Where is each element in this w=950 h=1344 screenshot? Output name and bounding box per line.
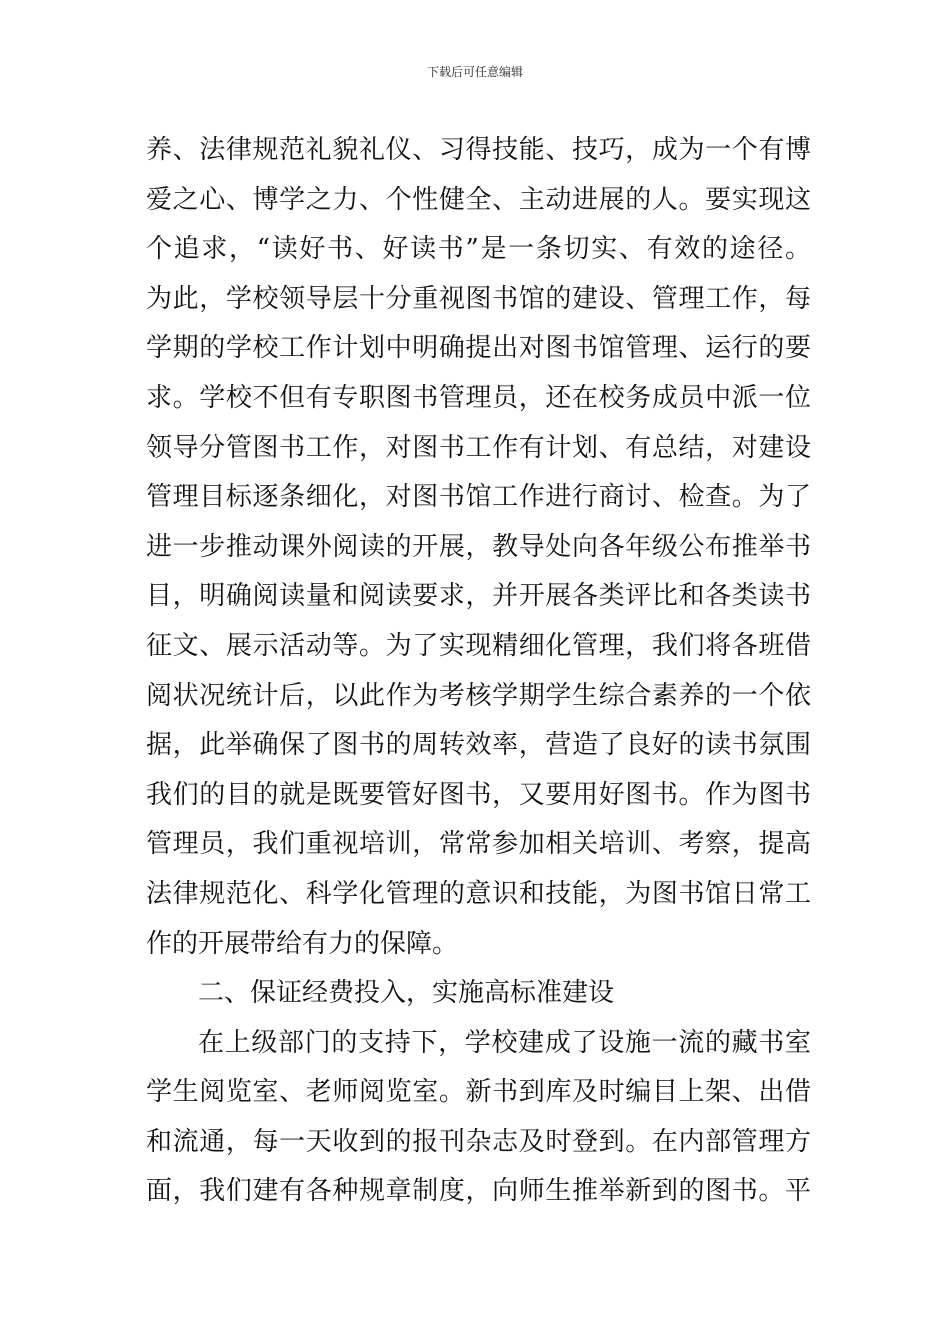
document-body [146,126,811,1217]
paragraph-end-line: 作的开展带给有力的保障。 [146,928,459,959]
text-line: 爱之心、博学之力、个性健全、主动进展的人。要实现这 [146,184,811,215]
text-line: 学期的学校工作计划中明确提出对图书馆管理、运行的要 [146,333,811,364]
paragraph-first-line: 在上级部门的支持下，学校建成了设施一流的藏书室 [198,1027,811,1058]
text-line: 据，此举确保了图书的周转效率，营造了良好的读书氛围 [146,730,811,761]
text-line: 学生阅览室、老师阅览室。新书到库及时编目上架、出借 [146,1077,811,1108]
text-line: 管理目标逐条细化，对图书馆工作进行商讨、检查。为了 [146,482,811,513]
text-line: 阅状况统计后，以此作为考核学期学生综合素养的一个依 [146,680,811,711]
text-line: 和流通，每一天收到的报刊杂志及时登到。在内部管理方 [146,1126,811,1157]
text-line: 法律规范化、科学化管理的意识和技能，为图书馆日常工 [146,878,811,909]
text-line: 征文、展示活动等。为了实现精细化管理，我们将各班借 [146,630,811,661]
text-line: 管理员，我们重视培训，常常参加相关培训、考察，提高 [146,829,811,860]
text-line: 目，明确阅读量和阅读要求，并开展各类评比和各类读书 [146,581,811,612]
page-header-note: 下载后可任意编辑 [426,65,523,79]
text-line: 我们的目的就是既要管好图书，又要用好图书。作为图书 [146,779,811,810]
text-line: 为此，学校领导层十分重视图书馆的建设、管理工作，每 [146,283,811,314]
text-line: 个追求，“读好书、好读书”是一条切实、有效的途径。 [146,234,811,265]
text-line: 进一步推动课外阅读的开展，教导处向各年级公布推举书 [146,531,811,562]
section-heading: 二、保证经费投入，实施高标准建设 [198,978,615,1009]
text-line: 面，我们建有各种规章制度，向师生推举新到的图书。平 [146,1176,811,1207]
text-line: 养、法律规范礼貌礼仪、习得技能、技巧，成为一个有博 [146,135,811,165]
text-line: 求。学校不但有专职图书管理员，还在校务成员中派一位 [146,382,811,413]
text-line: 领导分管图书工作，对图书工作有计划、有总结，对建设 [146,432,811,463]
